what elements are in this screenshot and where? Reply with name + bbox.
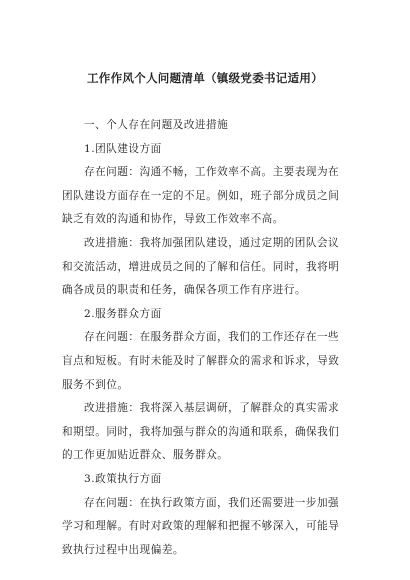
problem-line: 存在问题：在执行政策方面，我们还需要进一步加强 (84, 496, 340, 509)
measure-line: 和交流活动，增进成员之间的了解和信任。同时，我将明 (62, 260, 340, 273)
section-heading: 一、个人存在问题及改进措施 (84, 119, 229, 131)
problem-line: 学习和理解。有时对政策的理解和把握不够深入，可能导 (62, 520, 340, 533)
problem-line: 存在问题：在服务群众方面，我们的工作还存在一些 (84, 331, 340, 344)
problem-line: 致执行过程中出现偏差。 (62, 543, 185, 556)
problem-line: 缺乏有效的沟通和协作，导致工作效率不高。 (62, 213, 284, 226)
problem-line: 存在问题：沟通不畅，工作效率不高。主要表现为在 (84, 166, 340, 179)
subsection-heading-policy: 3.政策执行方面 (84, 472, 162, 485)
measure-line: 改进措施：我将加强团队建设，通过定期的团队会议 (84, 236, 340, 249)
subsection-heading-team: 1.团队建设方面 (84, 142, 162, 155)
problem-line: 盲点和短板。有时未能及时了解群众的需求和诉求，导致 (62, 354, 340, 367)
problem-line: 团队建设方面存在一定的不足。例如，班子部分成员之间 (62, 189, 340, 202)
subsection-heading-service: 2.服务群众方面 (84, 307, 162, 320)
measure-line: 的工作更加贴近群众、服务群众。 (62, 449, 229, 462)
measure-line: 和期望。同时，我将加强与群众的沟通和联系，确保我们 (62, 425, 340, 438)
measure-line: 改进措施：我将深入基层调研，了解群众的真实需求 (84, 402, 340, 415)
measure-line: 确各成员的职责和任务，确保各项工作有序进行。 (62, 284, 307, 297)
problem-line: 服务不到位。 (62, 378, 129, 391)
document-body (62, 114, 354, 562)
document-title: 工作作风个人问题清单（镇级党委书记适用） (87, 71, 323, 85)
